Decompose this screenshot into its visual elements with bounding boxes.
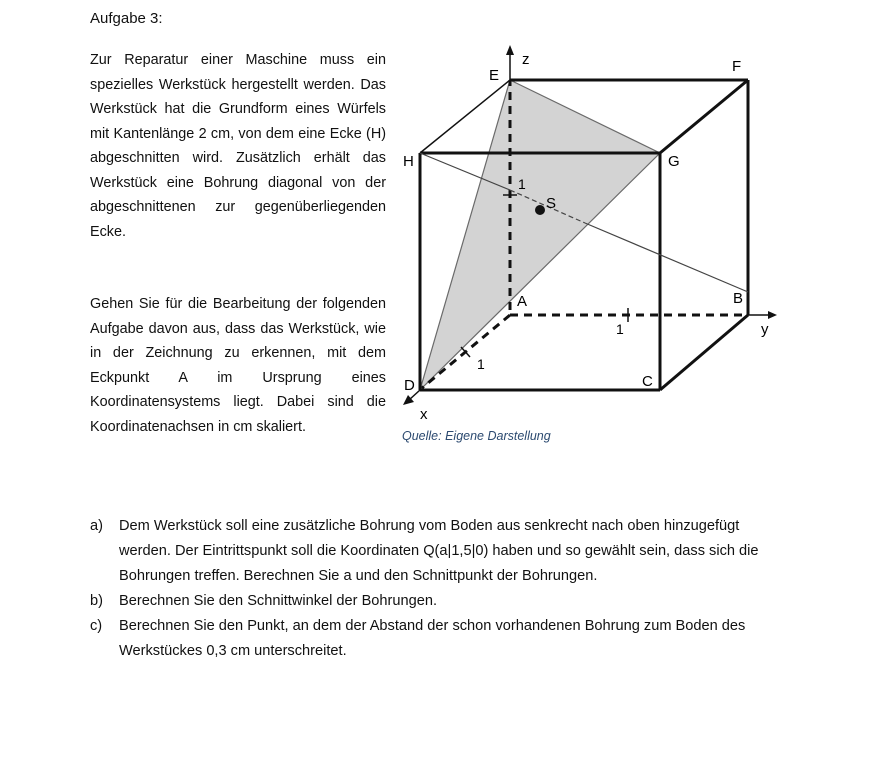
- label-tick-x: 1: [477, 356, 485, 372]
- edge-cb: [660, 315, 748, 390]
- task-item-b: [90, 589, 790, 614]
- y-axis-arrow-icon: [768, 311, 777, 319]
- label-g: G: [668, 153, 680, 170]
- task-label: b): [90, 593, 103, 609]
- task-list: [90, 514, 790, 664]
- task-item-c: [90, 614, 790, 664]
- z-axis-arrow-icon: [506, 45, 514, 55]
- label-b: B: [733, 290, 744, 307]
- figure-caption: Quelle: Eigene Darstellung: [402, 429, 551, 443]
- label-axis-x: x: [420, 406, 428, 423]
- label-c: C: [642, 373, 653, 390]
- bore-line-solid-2: [585, 223, 748, 292]
- task-label: c): [90, 618, 103, 634]
- label-s: S: [546, 195, 557, 212]
- label-tick-y: 1: [616, 321, 624, 337]
- label-axis-y: y: [761, 321, 769, 338]
- task-text: Berechnen Sie den Schnittwinkel der Bohrungen.: [119, 593, 438, 609]
- label-a: A: [517, 293, 528, 310]
- edge-fg: [660, 80, 748, 153]
- label-axis-z: z: [522, 51, 530, 68]
- intro-paragraph-1: Zur Reparatur einer Maschine muss ein spezielles Werkstück hergestellt werden. Das Werkstück hat die Grundform eines Würfels mit Kantenlänge 2 cm, von dem eine Ecke (H) abgeschnitten wird. Zusätzlich erhält das Werkstück eine Bohrung diagonal von der abgeschnittenen zur gegenüberliegenden Ecke.: [90, 52, 386, 240]
- label-d: D: [404, 377, 415, 394]
- exercise-title: Aufgabe 3:: [90, 10, 163, 27]
- label-f: F: [732, 58, 742, 75]
- label-tick-z: 1: [518, 176, 526, 192]
- point-s: [535, 205, 545, 215]
- label-e: E: [489, 67, 500, 84]
- label-h: H: [403, 153, 414, 170]
- intro-paragraph-2: Gehen Sie für die Bearbeitung der folgenden Aufgabe davon aus, dass das Werkstück, wie in der Zeichnung zu erkennen, mit dem Eckpunkt A im Ursprung eines Koordinatensystems liegt. Dabei sind die Koordinatenachsen in cm skaliert.: [90, 296, 386, 435]
- task-text: Berechnen Sie den Punkt, an dem der Abstand der schon vorhandenen Bohrung zum Boden des Werkstückes 0,3 cm unterschreitet.: [119, 618, 746, 659]
- cut-triangle: [420, 80, 660, 390]
- task-text: Dem Werkstück soll eine zusätzliche Bohrung vom Boden aus senkrecht nach oben hinzugefügt werden. Der Eintrittspunkt soll die Koordinaten Q(a|1,5|0) haben und so gewählt sein, dass sich die Bohrungen treffen. Berechnen Sie a und den Schnittpunkt der Bohrungen.: [119, 518, 759, 584]
- task-item-a: [90, 514, 790, 589]
- task-label: a): [90, 518, 103, 534]
